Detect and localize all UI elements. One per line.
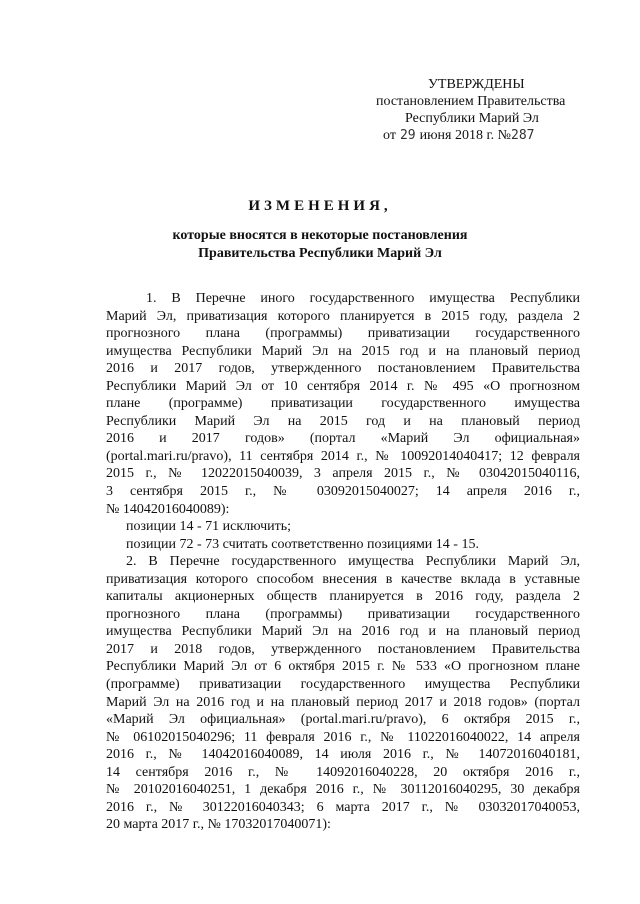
paragraph-1-item-a: позиции 14 - 71 исключить; bbox=[126, 519, 291, 535]
text-line: 2015 г., № 12022015040039, 3 апреля 2015 г., № 03042015040116, bbox=[106, 466, 580, 482]
text-line: Республики Марий Эл на 2015 год и на плановый период bbox=[106, 413, 580, 429]
text-line: № 14042016040089): bbox=[106, 501, 230, 517]
text-line: прогнозного плана (программы) приватизации государственного bbox=[106, 326, 580, 342]
text-line: № 20102016040251, 1 декабря 2016 г., № 30112016040295, 30 декабря bbox=[106, 782, 580, 798]
text-line: «Марий Эл официальная» (portal.mari.ru/pravo), 6 октября 2015 г., bbox=[106, 712, 580, 728]
text-line: имущества Республики Марий Эл на 2016 год и на плановый период bbox=[106, 624, 580, 640]
text-line: 20 марта 2017 г., № 17032017040071): bbox=[106, 817, 331, 833]
approval-stamp bbox=[372, 76, 612, 144]
text-line: 2016 г., № 14042016040089, 14 июля 2016 г., № 14072016040181, bbox=[106, 747, 580, 763]
text-line: 2016 и 2017 годов» (портал «Марий Эл официальная» bbox=[106, 431, 580, 447]
document-heading bbox=[90, 198, 550, 263]
text-line: Марий Эл, приватизация которого планируется в 2015 году, раздела 2 bbox=[106, 308, 580, 324]
approval-day: 29 bbox=[399, 128, 416, 143]
approval-date-prefix: от bbox=[383, 128, 396, 143]
text-line: приватизация которого способом внесения в качестве вклада в уставные bbox=[106, 571, 580, 587]
text-line: (portal.mari.ru/pravo), 11 сентября 2014 г., № 10092014040417; 12 февраля bbox=[106, 448, 580, 464]
text-line: прогнозного плана (программы) приватизации государственного bbox=[106, 606, 580, 622]
text-line: (программе) приватизации государственного имущества Республики bbox=[106, 677, 580, 693]
approval-date-line bbox=[372, 127, 612, 144]
approval-line-3: Республики Марий Эл bbox=[405, 111, 539, 126]
document-subtitle-2: Правительства Республики Марий Эл bbox=[198, 246, 442, 261]
paragraph-2 bbox=[106, 553, 580, 834]
document-subtitle-1: которые вносятся в некоторые постановления bbox=[172, 228, 468, 243]
paragraph-1-item-b: позиции 72 - 73 считать соответственно позициями 14 - 15. bbox=[126, 536, 479, 552]
text-line: Марий Эл на 2016 год и на плановый период 2017 и 2018 годов» (портал bbox=[106, 694, 580, 710]
approval-title: УТВЕРЖДЕНЫ bbox=[428, 77, 525, 92]
text-line: 2. В Перечне государственного имущества Республики Марий Эл, bbox=[126, 554, 580, 570]
text-line: 14 сентября 2016 г., № 14092016040228, 20 октября 2016 г., bbox=[106, 764, 580, 780]
text-line: капиталы акционерных обществ планируется в 2016 году, раздела 2 bbox=[106, 589, 580, 605]
document-body bbox=[106, 290, 580, 834]
text-line: Республики Марий Эл от 10 сентября 2014 г. № 495 «О прогнозном bbox=[106, 378, 580, 394]
text-line: № 06102015040296; 11 февраля 2016 г., № 11022016040022, 14 апреля bbox=[106, 729, 580, 745]
text-line: плане (программе) приватизации государственного имущества bbox=[106, 396, 580, 412]
paragraph-1 bbox=[106, 290, 580, 518]
text-line: Республики Марий Эл от 6 октября 2015 г. № 533 «О прогнозном плане bbox=[106, 659, 580, 675]
text-line: 2016 г., № 30122016040343; 6 марта 2017 г., № 03032017040053, bbox=[106, 799, 580, 815]
approval-line-2: постановлением Правительства bbox=[376, 94, 566, 109]
text-line: 2016 и 2017 годов, утвержденного постановлением Правительства bbox=[106, 361, 580, 377]
text-line: 3 сентября 2015 г., № 03092015040027; 14 апреля 2016 г., bbox=[106, 484, 580, 500]
text-line: 1. В Перечне иного государственного имущества Республики bbox=[146, 291, 580, 306]
text-line: 2017 и 2018 годов, утвержденного постановлением Правительства bbox=[106, 641, 580, 657]
document-title: ИЗМЕНЕНИЯ, bbox=[248, 198, 392, 214]
text-line: имущества Республики Марий Эл на 2015 год и на плановый период bbox=[106, 343, 580, 359]
approval-number: 287 bbox=[511, 128, 535, 143]
approval-month-year: июня 2018 г. № bbox=[419, 128, 511, 143]
